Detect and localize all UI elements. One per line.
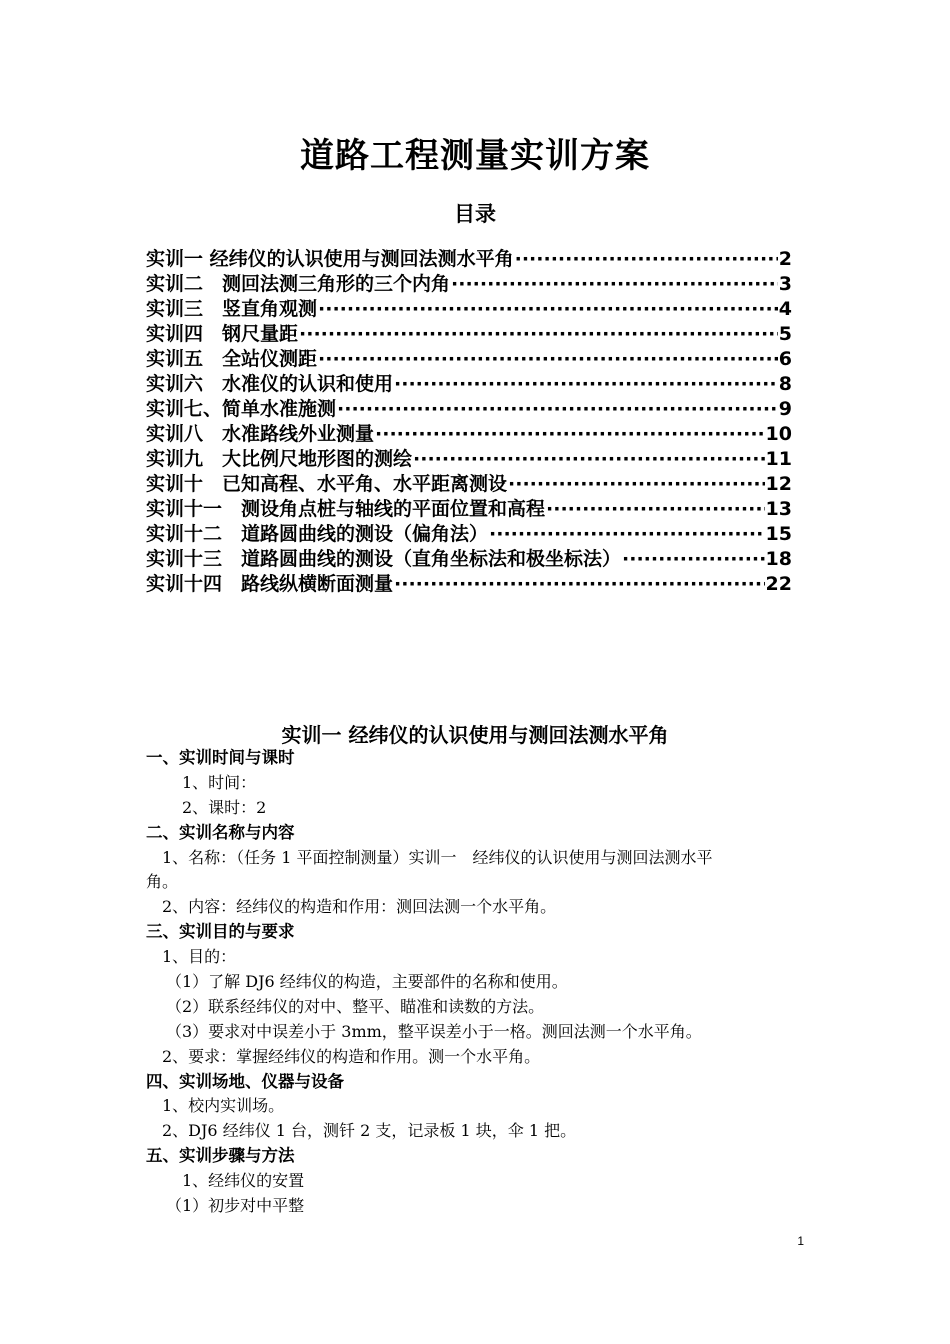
toc-entry-page: 4	[778, 298, 792, 320]
paragraph: 1、名称：（任务 1 平面控制测量）实训一 经纬仪的认识使用与测回法测水平	[162, 847, 713, 867]
toc-leader-dots	[375, 422, 765, 447]
paragraph: 2、DJ6 经纬仪 1 台，测钎 2 支，记录板 1 块，伞 1 把。	[162, 1121, 577, 1141]
paragraph: 2、要求：掌握经纬仪的构造和作用。测一个水平角。	[162, 1046, 541, 1066]
toc-entry	[146, 247, 792, 272]
paragraph: 2、内容：经纬仪的构造和作用：测回法测一个水平角。	[162, 897, 557, 917]
toc-entry-label: 实训十 已知高程、水平角、水平距离测设	[146, 473, 508, 495]
toc-leader-dots	[318, 297, 778, 322]
list-item: （1）了解 DJ6 经纬仪的构造，主要部件的名称和使用。	[166, 972, 568, 992]
paragraph: 1、经纬仪的安置	[182, 1171, 305, 1191]
toc-entry	[146, 322, 792, 347]
toc-entry-page: 22	[765, 573, 792, 595]
list-item: （1）初步对中平整	[166, 1196, 305, 1216]
heading-time-and-hours: 一、实训时间与课时	[146, 748, 295, 767]
toc-leader-dots	[546, 497, 765, 522]
toc-leader-dots	[394, 372, 778, 397]
toc-entry-label: 实训四 钢尺量距	[146, 323, 299, 345]
page-number: 1	[797, 1234, 804, 1248]
toc-leader-dots	[337, 397, 778, 422]
toc-entry-label: 实训一 经纬仪的认识使用与测回法测水平角	[146, 248, 514, 270]
paragraph: 2、课时：2	[182, 797, 267, 817]
toc-leader-dots	[515, 247, 778, 272]
toc-leader-dots	[451, 272, 778, 297]
paragraph: 1、目的：	[162, 947, 237, 967]
toc-entry-page: 10	[765, 423, 792, 445]
toc-entry-page: 5	[778, 323, 792, 345]
toc-entry-label: 实训九 大比例尺地形图的测绘	[146, 448, 413, 470]
section-title: 实训一 经纬仪的认识使用与测回法测水平角	[281, 723, 669, 747]
toc-entry	[146, 572, 792, 597]
toc-leader-dots	[318, 347, 778, 372]
heading-steps-and-methods: 五、实训步骤与方法	[146, 1146, 295, 1166]
paragraph: 1、时间：	[182, 772, 257, 792]
toc-leader-dots	[394, 572, 765, 597]
toc-entry-label: 实训三 竖直角观测	[146, 298, 318, 320]
list-item: （3）要求对中误差小于 3mm，整平误差小于一格。测回法测一个水平角。	[166, 1021, 702, 1041]
toc-entry	[146, 472, 792, 497]
toc-entry-label: 实训六 水准仪的认识和使用	[146, 373, 394, 395]
toc-leader-dots	[413, 447, 765, 472]
toc-entry-page: 12	[765, 473, 792, 495]
toc-leader-dots	[508, 472, 765, 497]
toc-entry-label: 实训二 测回法测三角形的三个内角	[146, 273, 451, 295]
toc-entry	[146, 522, 792, 547]
toc-leader-dots	[489, 522, 765, 547]
paragraph-continuation: 角。	[146, 872, 179, 892]
toc-entry-page: 2	[778, 248, 792, 270]
toc-entry-page: 15	[765, 523, 792, 545]
toc-entry	[146, 297, 792, 322]
toc-leader-dots	[622, 547, 765, 572]
toc-entry-page: 9	[778, 398, 792, 420]
toc-entry	[146, 422, 792, 447]
heading-name-and-content: 二、实训名称与内容	[146, 822, 295, 842]
heading-purpose-and-requirements: 三、实训目的与要求	[146, 922, 295, 942]
toc-entry	[146, 372, 792, 397]
toc-entry-page: 18	[765, 548, 792, 570]
toc-entry-label: 实训十三 道路圆曲线的测设（直角坐标法和极坐标法）	[146, 548, 622, 570]
toc-entry-label: 实训七、简单水准施测	[146, 398, 337, 420]
table-of-contents	[146, 247, 792, 597]
toc-entry-page: 6	[778, 348, 792, 370]
section-body	[146, 746, 816, 1219]
toc-entry-page: 8	[778, 373, 792, 395]
document-title: 道路工程测量实训方案	[300, 136, 650, 176]
toc-entry	[146, 447, 792, 472]
toc-entry	[146, 397, 792, 422]
toc-entry-label: 实训十一 测设角点桩与轴线的平面位置和高程	[146, 498, 546, 520]
toc-entry-page: 3	[778, 273, 792, 295]
list-item: （2）联系经纬仪的对中、整平、瞄准和读数的方法。	[166, 996, 545, 1016]
toc-entry	[146, 497, 792, 522]
toc-entry-label: 实训十二 道路圆曲线的测设（偏角法）	[146, 523, 489, 545]
toc-entry-label: 实训五 全站仪测距	[146, 348, 318, 370]
toc-entry-page: 11	[765, 448, 792, 470]
toc-heading: 目录	[454, 201, 496, 226]
toc-entry	[146, 547, 792, 572]
toc-entry-label: 实训八 水准路线外业测量	[146, 423, 375, 445]
heading-site-and-equipment: 四、实训场地、仪器与设备	[146, 1071, 344, 1091]
toc-entry	[146, 272, 792, 297]
toc-entry-label: 实训十四 路线纵横断面测量	[146, 573, 394, 595]
toc-entry-page: 13	[765, 498, 792, 520]
paragraph: 1、校内实训场。	[162, 1096, 285, 1116]
toc-leader-dots	[299, 322, 778, 347]
toc-entry	[146, 347, 792, 372]
